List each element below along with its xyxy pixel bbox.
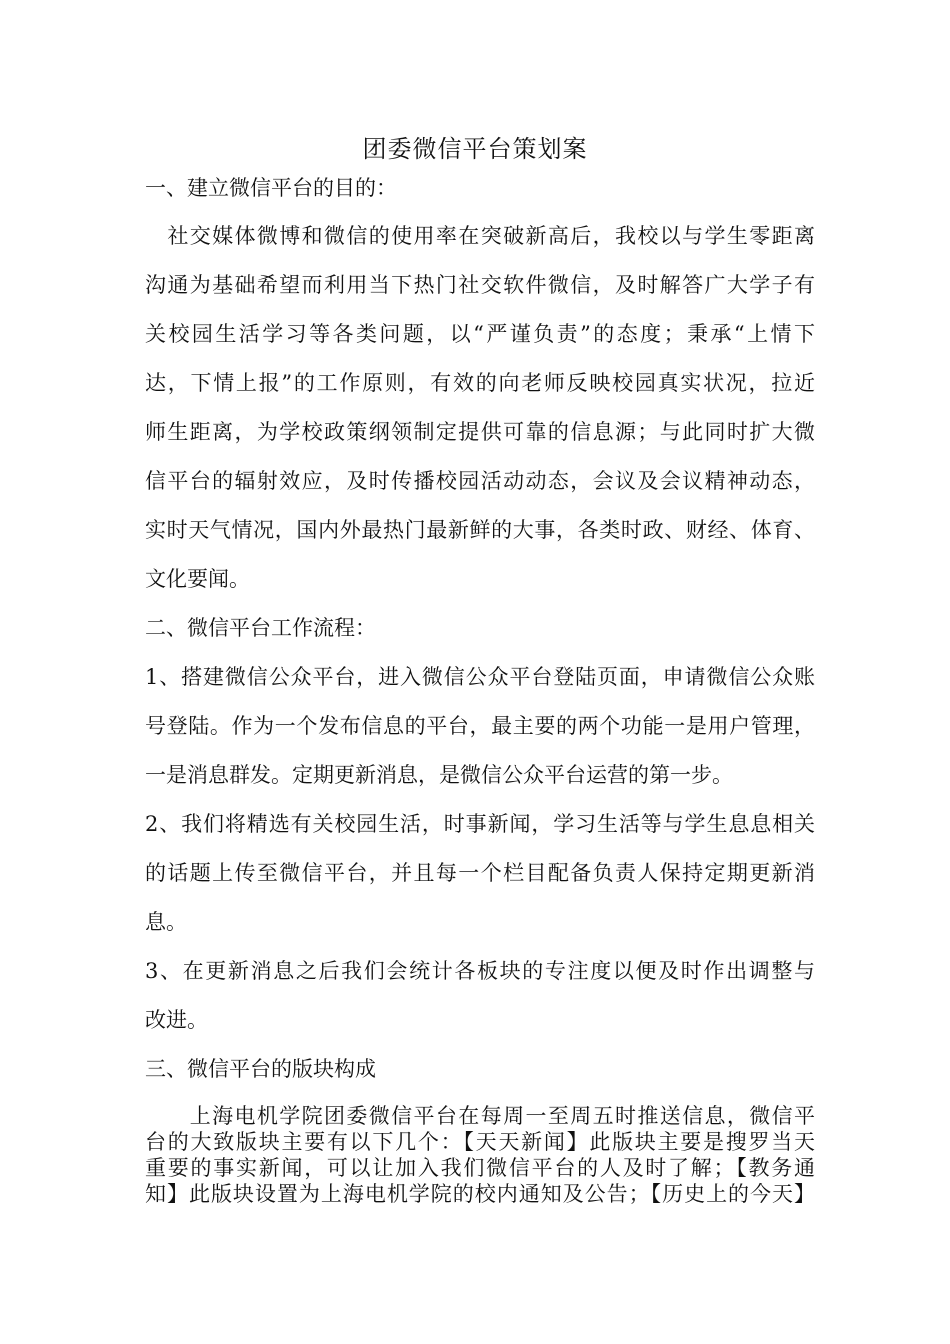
paragraph-line: 文化要闻。 — [145, 567, 250, 591]
paragraph-line: 实时天气情况，国内外最热门最新鲜的大事，各类时政、财经、体育、 — [145, 518, 815, 542]
paragraph-line: 3、在更新消息之后我们会统计各板块的专注度以便及时作出调整与 — [145, 959, 815, 983]
paragraph-line: 达，下情上报”的工作原则，有效的向老师反映校园真实状况，拉近 — [145, 371, 815, 395]
paragraph-line: 2、我们将精选有关校园生活，时事新闻，学习生活等与学生息息相关 — [145, 812, 815, 836]
paragraph-line: 关校园生活学习等各类问题，以“严谨负责”的态度；秉承“上情下 — [145, 322, 815, 346]
paragraph-line: 1、搭建微信公众平台，进入微信公众平台登陆页面，申请微信公众账 — [145, 665, 815, 689]
paragraph-line: 沟通为基础希望而利用当下热门社交软件微信，及时解答广大学子有 — [145, 273, 815, 297]
paragraph-line: 改进。 — [145, 1008, 208, 1032]
paragraph-line: 知】此版块设置为上海电机学院的校内通知及公告；【历史上的今天】 — [145, 1182, 815, 1206]
heading-purpose: 一、建立微信平台的目的： — [145, 176, 397, 200]
paragraph-line: 的话题上传至微信平台，并且每一个栏目配备负责人保持定期更新消 — [145, 861, 815, 885]
paragraph-line: 重要的事实新闻，可以让加入我们微信平台的人及时了解；【教务通 — [145, 1156, 815, 1180]
paragraph-line: 号登陆。作为一个发布信息的平台，最主要的两个功能一是用户管理， — [145, 714, 815, 738]
paragraph-line: 上海电机学院团委微信平台在每周一至周五时推送信息，微信平 — [145, 1104, 815, 1128]
heading-sections: 三、微信平台的版块构成 — [145, 1057, 376, 1081]
paragraph-line: 息。 — [145, 910, 187, 934]
paragraph-line: 台的大致版块主要有以下几个：【天天新闻】此版块主要是搜罗当天 — [145, 1130, 815, 1154]
paragraph-line: 一是消息群发。定期更新消息，是微信公众平台运营的第一步。 — [145, 763, 733, 787]
paragraph-line: 师生距离，为学校政策纲领制定提供可靠的信息源；与此同时扩大微 — [145, 420, 815, 444]
heading-workflow: 二、微信平台工作流程： — [145, 616, 376, 640]
document-title: 团委微信平台策划案 — [362, 135, 588, 163]
paragraph-line: 信平台的辐射效应，及时传播校园活动动态，会议及会议精神动态， — [145, 469, 815, 493]
paragraph-line: 社交媒体微博和微信的使用率在突破新高后，我校以与学生零距离 — [145, 224, 815, 248]
